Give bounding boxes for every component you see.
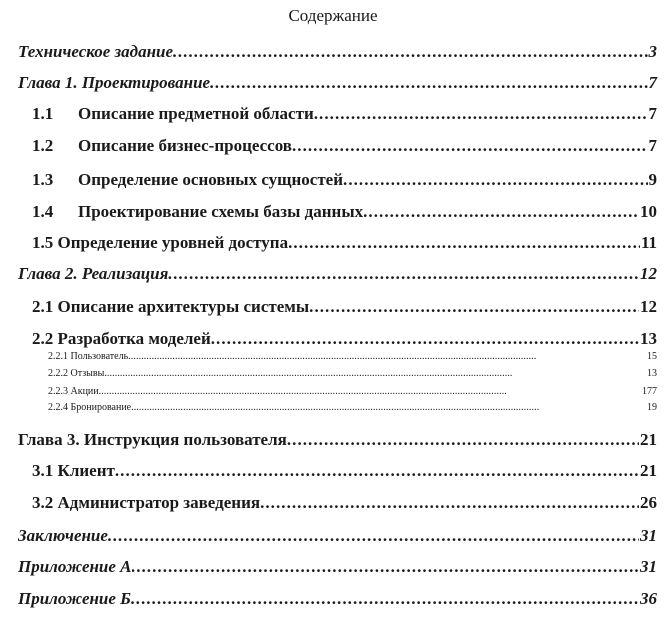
toc-entry-text: Описание предметной области [78, 104, 314, 123]
toc-entry-page: 12 [640, 264, 657, 283]
toc-entry-number: 1.1 [32, 104, 54, 123]
leader-dots [173, 42, 647, 62]
toc-entry-number: 1.2 [32, 136, 54, 155]
toc-entry[interactable] [48, 368, 657, 379]
toc-entry-label: Глава 1. Проектирование [18, 73, 211, 92]
toc-entry-page: 7 [648, 104, 657, 123]
toc-entry-page: 7 [648, 136, 657, 155]
toc-entry-label: Техническое задание [18, 42, 174, 61]
toc-entry-page: 31 [640, 526, 657, 545]
toc-entry[interactable] [32, 297, 657, 317]
toc-entry-label: Глава 2. Реализация [18, 264, 169, 283]
toc-entry-page: 11 [640, 233, 657, 252]
leader-dots [211, 329, 639, 349]
toc-entry[interactable] [32, 136, 657, 156]
leader-dots [363, 202, 639, 222]
toc-entry-page: 15 [647, 351, 657, 362]
leader-dots [104, 368, 646, 379]
toc-entry-page: 31 [640, 557, 657, 576]
toc-entry[interactable] [18, 264, 657, 284]
toc-entry-page: 36 [640, 589, 657, 608]
toc-entry[interactable] [18, 42, 657, 62]
toc-entry-page: 177 [642, 386, 657, 397]
toc-entry-text: Описание бизнес-процессов [78, 136, 292, 155]
toc-entry[interactable] [18, 589, 657, 609]
leader-dots [132, 557, 639, 577]
toc-entry-label: 2.2.4 Бронирование [48, 402, 132, 413]
toc-entry[interactable] [48, 402, 657, 413]
toc-entry-page: 9 [648, 170, 657, 189]
toc-entry-number: 1.3 [32, 170, 54, 189]
toc-entry-label: 2.2.2 Отзывы [48, 368, 105, 379]
toc-entry[interactable] [48, 351, 657, 362]
toc-entry-page: 26 [640, 493, 657, 512]
toc-entry-label: Заключение [18, 526, 108, 545]
toc-entry-label: Приложение Б [18, 589, 131, 608]
leader-dots [108, 526, 639, 546]
toc-entry-page: 12 [640, 297, 657, 316]
toc-entry[interactable] [32, 493, 657, 513]
toc-entry-label: 2.1 Описание архитектуры системы [32, 297, 310, 316]
toc-entry[interactable] [18, 430, 657, 450]
toc-entry-label [32, 104, 314, 124]
toc-entry-label [32, 136, 292, 156]
leader-dots [210, 73, 647, 93]
leader-dots [260, 493, 639, 513]
toc-entry-label: Приложение А [18, 557, 132, 576]
toc-entry[interactable] [32, 104, 657, 124]
leader-dots [168, 264, 639, 284]
toc-entry-text: Проектирование схемы базы данных [78, 202, 364, 221]
leader-dots [343, 170, 647, 190]
leader-dots [131, 402, 646, 413]
leader-dots [131, 589, 639, 609]
toc-title: Содержание [288, 6, 378, 25]
leader-dots [309, 297, 639, 317]
leader-dots [314, 104, 648, 124]
toc-entry-label: 3.2 Администратор заведения [32, 493, 261, 512]
toc-entry-label: 1.5 Определение уровней доступа [32, 233, 289, 252]
toc-entry-page: 13 [647, 368, 657, 379]
toc-entry-label [32, 202, 363, 222]
toc-entry-label: 2.2.1 Пользователь [48, 351, 129, 362]
toc-entry[interactable] [32, 233, 657, 253]
toc-entry[interactable] [48, 386, 657, 397]
toc-entry-label [32, 170, 343, 190]
toc-entry-page: 19 [647, 402, 657, 413]
leader-dots [99, 386, 641, 397]
leader-dots [115, 461, 639, 481]
toc-entry[interactable] [32, 170, 657, 190]
toc-entry-page: 3 [648, 42, 657, 61]
toc-entry-page: 21 [640, 461, 657, 480]
toc-entry-label: 3.1 Клиент [32, 461, 115, 480]
toc-entry-label: 2.2.3 Акции [48, 386, 99, 397]
toc-entry-page: 21 [640, 430, 657, 449]
toc-entry-page: 13 [640, 329, 657, 348]
leader-dots [128, 351, 646, 362]
leader-dots [287, 430, 639, 450]
toc-entry[interactable] [32, 202, 657, 222]
toc-entry-number: 1.4 [32, 202, 54, 221]
toc-entry[interactable] [32, 461, 657, 481]
toc-entry-label: Глава 3. Инструкция пользователя [18, 430, 287, 449]
toc-entry-text: Определение основных сущностей [78, 170, 344, 189]
toc-entry[interactable] [18, 557, 657, 577]
toc-entry[interactable] [32, 329, 657, 349]
leader-dots [288, 233, 640, 253]
toc-entry[interactable] [18, 526, 657, 546]
toc-entry-page: 10 [640, 202, 657, 221]
leader-dots [292, 136, 648, 156]
toc-entry-label: 2.2 Разработка моделей [32, 329, 211, 348]
toc-entry-page: 7 [648, 73, 657, 92]
toc-entry[interactable] [18, 73, 657, 93]
